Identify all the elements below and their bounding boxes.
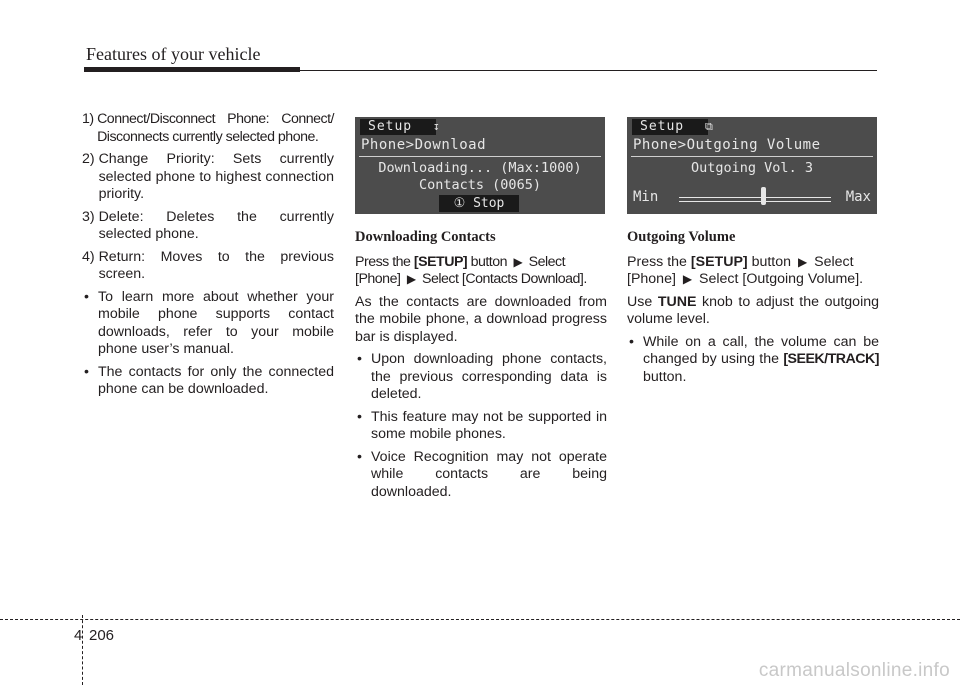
bullet-icon: •: [357, 408, 362, 425]
section-header: Features of your vehicle: [86, 44, 261, 64]
bluetooth-icon: ⧉: [705, 120, 713, 133]
list-item: 1) Connect/Disconnect Phone: Connect/ Disconnects currently selected phone.: [82, 111, 334, 145]
tune-instruction: Use TUNE knob to adjust the outgoing volume level.: [627, 293, 880, 327]
list-item: 4) Return: Moves to the previous screen.: [82, 248, 334, 282]
screen-path: Phone>Download: [361, 137, 487, 153]
bullet-icon: •: [84, 288, 89, 305]
max-label: Max: [845, 189, 871, 205]
arrow-right-icon: ▶: [513, 254, 523, 269]
bullet-item: • While on a call, the volume can be changed by using the [SEEK/TRACK] button.: [629, 333, 879, 385]
download-status: Downloading... (Max:1000): [378, 160, 582, 176]
arrow-right-icon: ▶: [797, 254, 808, 269]
bullet-icon: •: [84, 363, 89, 380]
footer-divider: [82, 615, 83, 685]
volume-slider-knob[interactable]: [761, 187, 766, 205]
instruction: Press the [SETUP] button ▶ Select [Phone] ▶ Select [Outgoing Volume].: [627, 253, 864, 287]
list-item: 2) Change Priority: Sets currently selected phone to highest connection priority.: [82, 151, 334, 202]
middle-column: [355, 229, 607, 506]
header-rule-thin: [300, 70, 877, 71]
screen-path: Phone>Outgoing Volume: [633, 137, 821, 153]
instruction: Press the [SETUP] button ▶ Select [Phone] ▶ Select [Contacts Download].: [355, 253, 587, 287]
setup-tab: Setup: [632, 119, 708, 135]
bullet-icon: •: [357, 351, 362, 367]
arrow-right-icon: ▶: [682, 272, 693, 286]
arrow-right-icon: ▶: [406, 272, 416, 286]
outgoing-volume-screen: [627, 117, 877, 214]
bullet-item: • Voice Recognition may not operate while contacts are being downloaded.: [357, 448, 607, 500]
stop-button[interactable]: ① Stop: [439, 195, 519, 212]
download-screen: [355, 117, 605, 214]
setup-tab: Setup: [360, 119, 436, 135]
left-column: [82, 111, 334, 404]
screen-divider: [359, 156, 601, 157]
bullet-icon: •: [629, 333, 634, 350]
download-icon: ↧: [433, 120, 440, 133]
volume-slider-track[interactable]: [679, 197, 831, 202]
bullet-icon: •: [357, 448, 362, 465]
footer-rule: [0, 619, 960, 620]
page-number: 206: [89, 627, 115, 644]
description: As the contacts are downloaded from the mobile phone, a download progress bar is displayed.: [355, 293, 607, 345]
watermark: carmanualsonline.info: [758, 660, 950, 681]
right-column: [627, 229, 879, 391]
volume-value: Outgoing Vol. 3: [691, 160, 813, 176]
bullet-item: • This feature may not be supported in some mobile phones.: [357, 408, 607, 442]
list-item: 3) Delete: Deletes the currently selected phone.: [82, 208, 334, 242]
header-rule-thick: [84, 67, 300, 72]
bullet-item: • To learn more about whether your mobile phone supports contact downloads, refer to your mobile phone user’s manual.: [84, 288, 334, 357]
bullet-item: • Upon downloading phone contacts, the previous corresponding data is deleted.: [357, 351, 607, 402]
chapter-number: 4: [74, 627, 83, 644]
section-heading: Outgoing Volume: [627, 229, 736, 245]
bullet-item: • The contacts for only the connected phone can be downloaded.: [84, 363, 334, 397]
min-label: Min: [633, 189, 659, 205]
section-heading: Downloading Contacts: [355, 229, 496, 245]
screen-divider: [631, 156, 873, 157]
contacts-count: Contacts (0065): [419, 177, 541, 193]
